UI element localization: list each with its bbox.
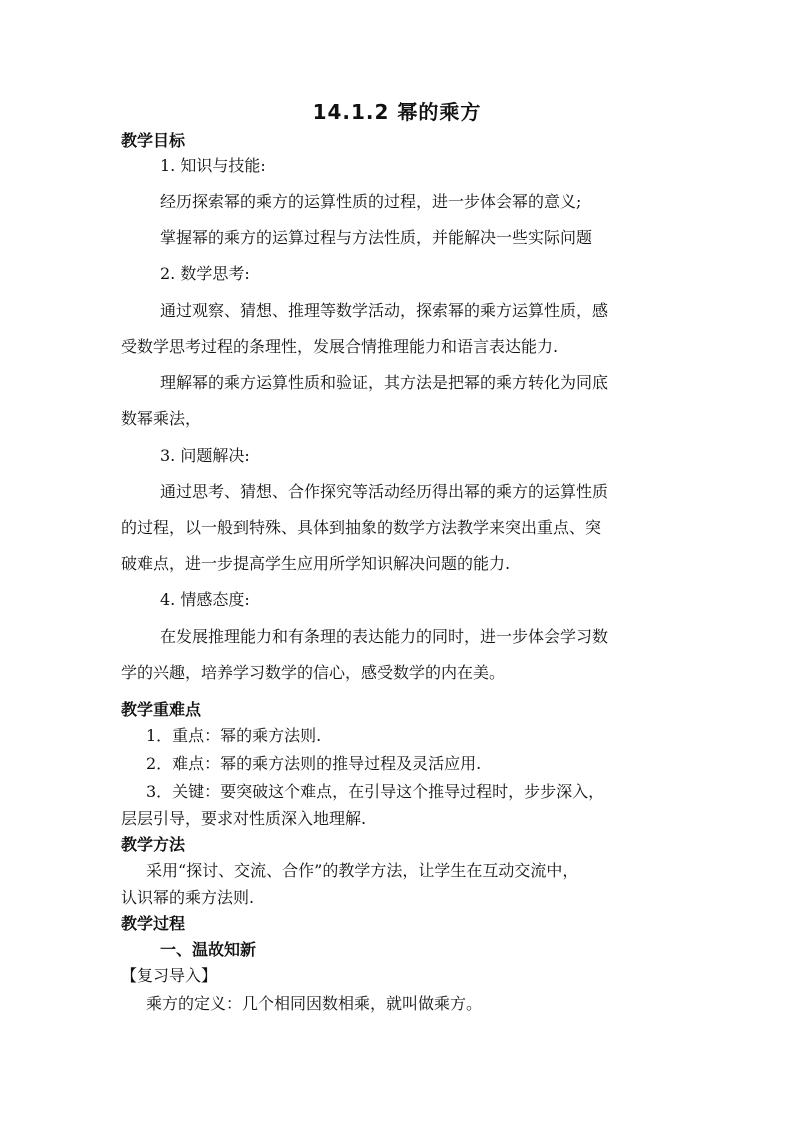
heading-key-points: 教学重难点: [121, 700, 202, 719]
heading-objectives: 教学目标: [121, 131, 186, 150]
review-bracket-label: 【复习导入】: [121, 966, 218, 985]
objective-line: 理解幂的乘方运算性质和验证，其方法是把幂的乘方转化为同底: [160, 373, 609, 392]
objective-line: 数幂乘法，: [121, 409, 202, 428]
objective-line: 在发展推理能力和有条理的表达能力的同时，进一步体会学习数: [160, 627, 609, 646]
heading-method: 教学方法: [121, 835, 186, 854]
objective-line: 掌握幂的乘方的运算过程与方法性质，并能解决一些实际问题: [160, 228, 593, 247]
objective-line: 通过观察、猜想、推理等数学活动，探索幂的乘方运算性质，感: [160, 301, 609, 320]
subheading-review: 一、温故知新: [160, 940, 257, 959]
heading-process: 教学过程: [121, 914, 186, 933]
objective-line: 2. 数学思考:: [160, 264, 250, 283]
objective-line: 4. 情感态度:: [160, 590, 250, 609]
objective-line: 破难点，进一步提高学生应用所学知识解决问题的能力.: [121, 554, 511, 573]
objective-line: 经历探索幂的乘方的运算性质的过程，进一步体会幂的意义;: [160, 192, 582, 211]
method-line: 采用“探讨、交流、合作”的教学方法，让学生在互动交流中，: [146, 861, 579, 880]
key-point-line: 3．关键：要突破这个难点，在引导这个推导过程时，步步深入，: [146, 782, 605, 801]
objective-line: 1. 知识与技能:: [160, 156, 266, 175]
objective-line: 学的兴趣，培养学习数学的信心，感受数学的内在美。: [121, 663, 506, 682]
objective-line: 受数学思考过程的条理性，发展合情推理能力和语言表达能力.: [121, 337, 559, 356]
objective-line: 的过程，以一般到特殊、具体到抽象的数学方法教学来突出重点、突: [121, 518, 602, 537]
key-point-line: 层层引导，要求对性质深入地理解.: [121, 809, 367, 828]
key-point-line: 2．难点：幂的乘方法则的推导过程及灵活应用.: [146, 754, 482, 773]
objective-line: 通过思考、猜想、合作探究等活动经历得出幂的乘方的运算性质: [160, 482, 609, 501]
method-line: 认识幂的乘方法则.: [121, 888, 255, 907]
definition-line: 乘方的定义：几个相同因数相乘，就叫做乘方。: [146, 994, 483, 1013]
objective-line: 3. 问题解决:: [160, 446, 250, 465]
key-point-line: 1．重点：幂的乘方法则.: [146, 726, 322, 745]
page-title: 14.1.2 幂的乘方: [312, 100, 482, 124]
